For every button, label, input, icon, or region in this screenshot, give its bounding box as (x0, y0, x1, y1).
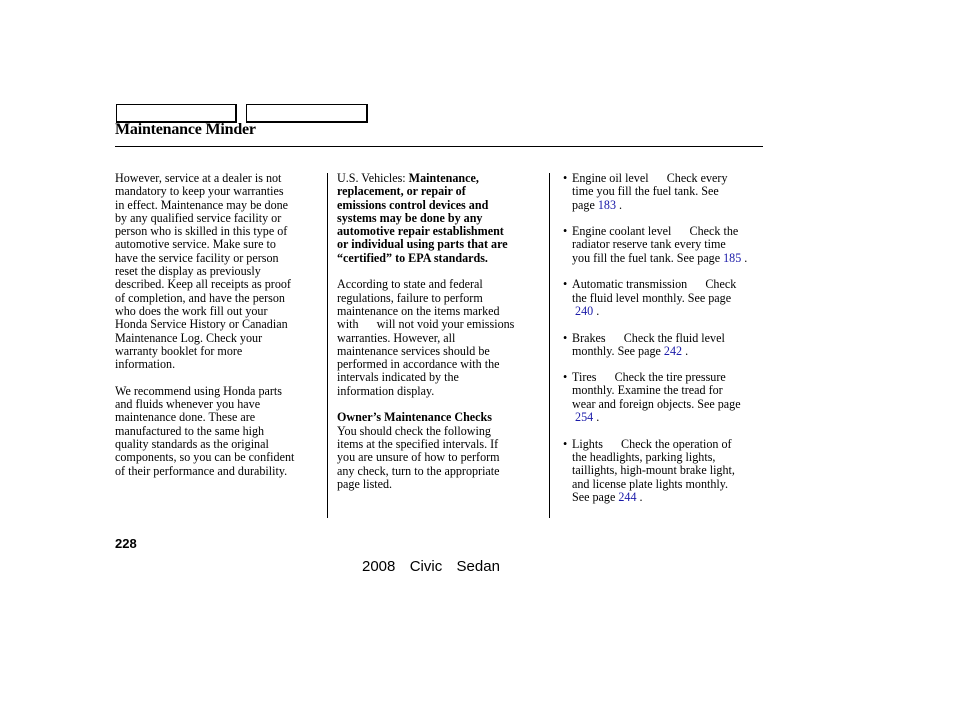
check-item-brakes: • Brakes Check the fluid level monthly. See page 242 . (563, 330, 725, 358)
check-item-lights: • Lights Check the operation of the headlights, parking lights, taillights, high-mount brake light, and license plate lights monthly. See page 244 . (563, 436, 735, 504)
check-item-automatic-transmission: • Automatic transmission Check the fluid level monthly. See page 240 . (563, 277, 737, 318)
bullet-icon: • (563, 370, 568, 385)
check-item-tires: • Tires Check the tire pressure monthly. Examine the tread for wear and foreign objects. See page 254 . (563, 370, 741, 425)
bullet-icon: • (563, 330, 568, 345)
page-link-244[interactable]: 244 (618, 489, 637, 504)
title-rule (115, 146, 763, 147)
page-number: 228 (115, 536, 137, 551)
page-link-240[interactable]: 240 (572, 303, 594, 318)
column-divider-2 (549, 173, 550, 518)
page-link-185[interactable]: 185 (723, 250, 742, 265)
page-title: Maintenance Minder (115, 121, 256, 138)
paragraph-honda-parts: We recommend using Honda parts and fluids whenever you have maintenance done. These are manufactured to the same high quality standards as the original components, so you can be confident of their performance and durability. (115, 383, 295, 478)
page-link-183[interactable]: 183 (597, 197, 616, 212)
paragraph-us-vehicles: U.S. Vehicles: Maintenance, replacement, or repair of emissions control devices and systems may be done by any automotive repair establishment or individual using parts that are “certified” to EPA standards. (337, 171, 508, 265)
paragraph-regulations: According to state and federal regulations, failure to perform maintenance on the items marked with will not void your emissions warranties. However, all maintenance services should be performed in accordance with the intervals indicated by the information display. (337, 277, 515, 398)
column-3 (563, 172, 763, 504)
footer-model: 2008 Civic Sedan (362, 558, 500, 575)
header-tab-right (246, 104, 368, 123)
paragraph-owner-checks: Owner’s Maintenance Checks You should check the following items at the specified intervals. If you are unsure of how to perform any check, turn to the appropriate page listed. (337, 411, 543, 491)
column-divider-1 (327, 173, 328, 518)
bullet-icon: • (563, 277, 568, 292)
bullet-icon: • (563, 436, 568, 451)
paragraph-dealer-service: However, service at a dealer is not mandatory to keep your warranties in effect. Maintenance may be done by any qualified service facility or person who is skilled in this type of automotive service. Make sure to have the service facility or person reset the display as previously described. Keep all receipts as proof of completion, and have the person who does the work fill out your Honda Service History or Canadian Maintenance Log. Check your warranty booklet for more information. (115, 171, 291, 372)
check-item-engine-coolant: • Engine coolant level Check the radiator reserve tank every time you fill the fuel tank. See page 185 . (563, 224, 748, 265)
column-1 (115, 172, 321, 478)
column-2 (337, 172, 543, 491)
bullet-icon: • (563, 224, 568, 239)
section-heading-owner-checks: Owner’s Maintenance Checks (337, 410, 492, 425)
page-link-254[interactable]: 254 (572, 410, 594, 425)
check-item-engine-oil: • Engine oil level Check every time you fill the fuel tank. See page 183 . (563, 171, 728, 212)
page-link-242[interactable]: 242 (663, 343, 683, 358)
bullet-icon: • (563, 171, 568, 185)
